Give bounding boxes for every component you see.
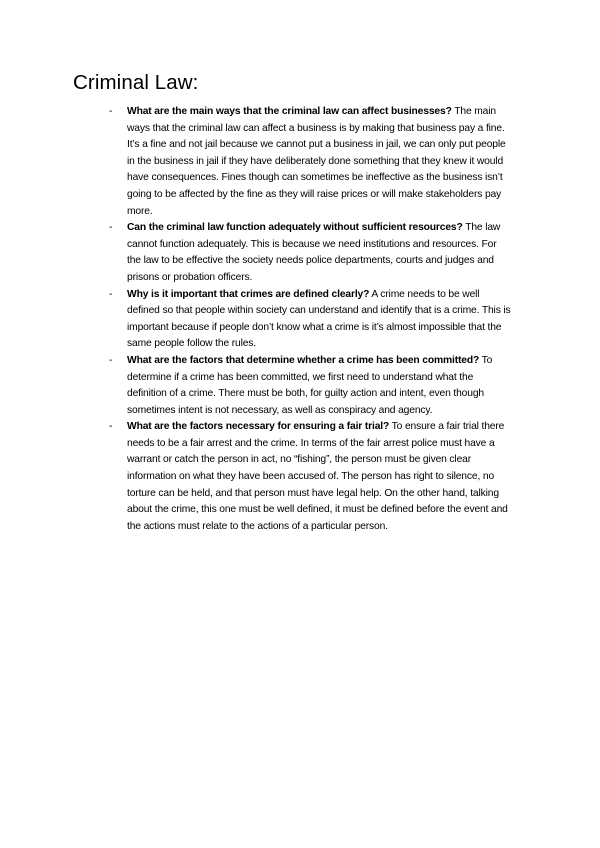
qa-item-crime-definition	[0, 287, 513, 353]
question-text: What are the factors that determine whether a crime has been committed?	[127, 354, 480, 366]
question-text: Why is it important that crimes are defined clearly?	[127, 288, 370, 300]
answer-text: To ensure a fair trial there needs to be a fair arrest and the crime. In terms of the fair arrest police must have a warrant or catch the person in act, no “fishing”, the person must be given clear information on what they have been accused of. The person has right to silence, no torture can be held, and that person must have legal help. On the other hand, talking about the crime, this one must be well defined, it must be defined before the event and the actions must relate to the actions of a particular person.	[127, 421, 508, 532]
question-text: What are the main ways that the criminal law can affect businesses?	[127, 106, 452, 117]
answer-text: A crime needs to be well defined so that people within society can understand and identify that is a crime. This is important because if people don’t know what a crime is it’s almost impossible that the same people follow the rules.	[127, 288, 511, 350]
question-text: What are the factors necessary for ensuring a fair trial?	[127, 421, 390, 433]
document-title: Criminal Law:	[73, 71, 199, 94]
bullet-dash: -	[109, 106, 113, 117]
bullet-dash: -	[109, 288, 113, 300]
bullet-dash: -	[109, 421, 113, 433]
qa-item-business-effects	[0, 104, 513, 220]
bullet-dash: -	[109, 222, 113, 234]
answer-text: The main ways that the criminal law can affect a business is by making that business pay a fine. It’s a fine and not jail because we cannot put a business in jail, we can only put people in the business in jail if they have deliberately done something that they knew it would have consequences. Fines though can sometimes be ineffective as the business isn’t going to be affected by the fine as they will raise prices or will make stakeholders pay more.	[127, 106, 506, 217]
qa-item-crime-factors	[0, 353, 513, 419]
question-text: Can the criminal law function adequately without sufficient resources?	[127, 222, 463, 234]
qa-list	[0, 104, 600, 535]
bullet-dash: -	[109, 354, 113, 366]
qa-item-resources	[0, 220, 513, 286]
qa-item-fair-trial	[0, 419, 513, 535]
answer-text: The law cannot function adequately. This is because we need institutions and resources. For the law to be effective the society needs police departments, courts and judges and prisons or probation officers.	[127, 222, 501, 283]
answer-text: To determine if a crime has been committed, we first need to understand what the definition of a crime. There must be both, for guilty action and intent, even though sometimes intent is not necessary, as well as conspiracy and agency.	[127, 354, 493, 416]
